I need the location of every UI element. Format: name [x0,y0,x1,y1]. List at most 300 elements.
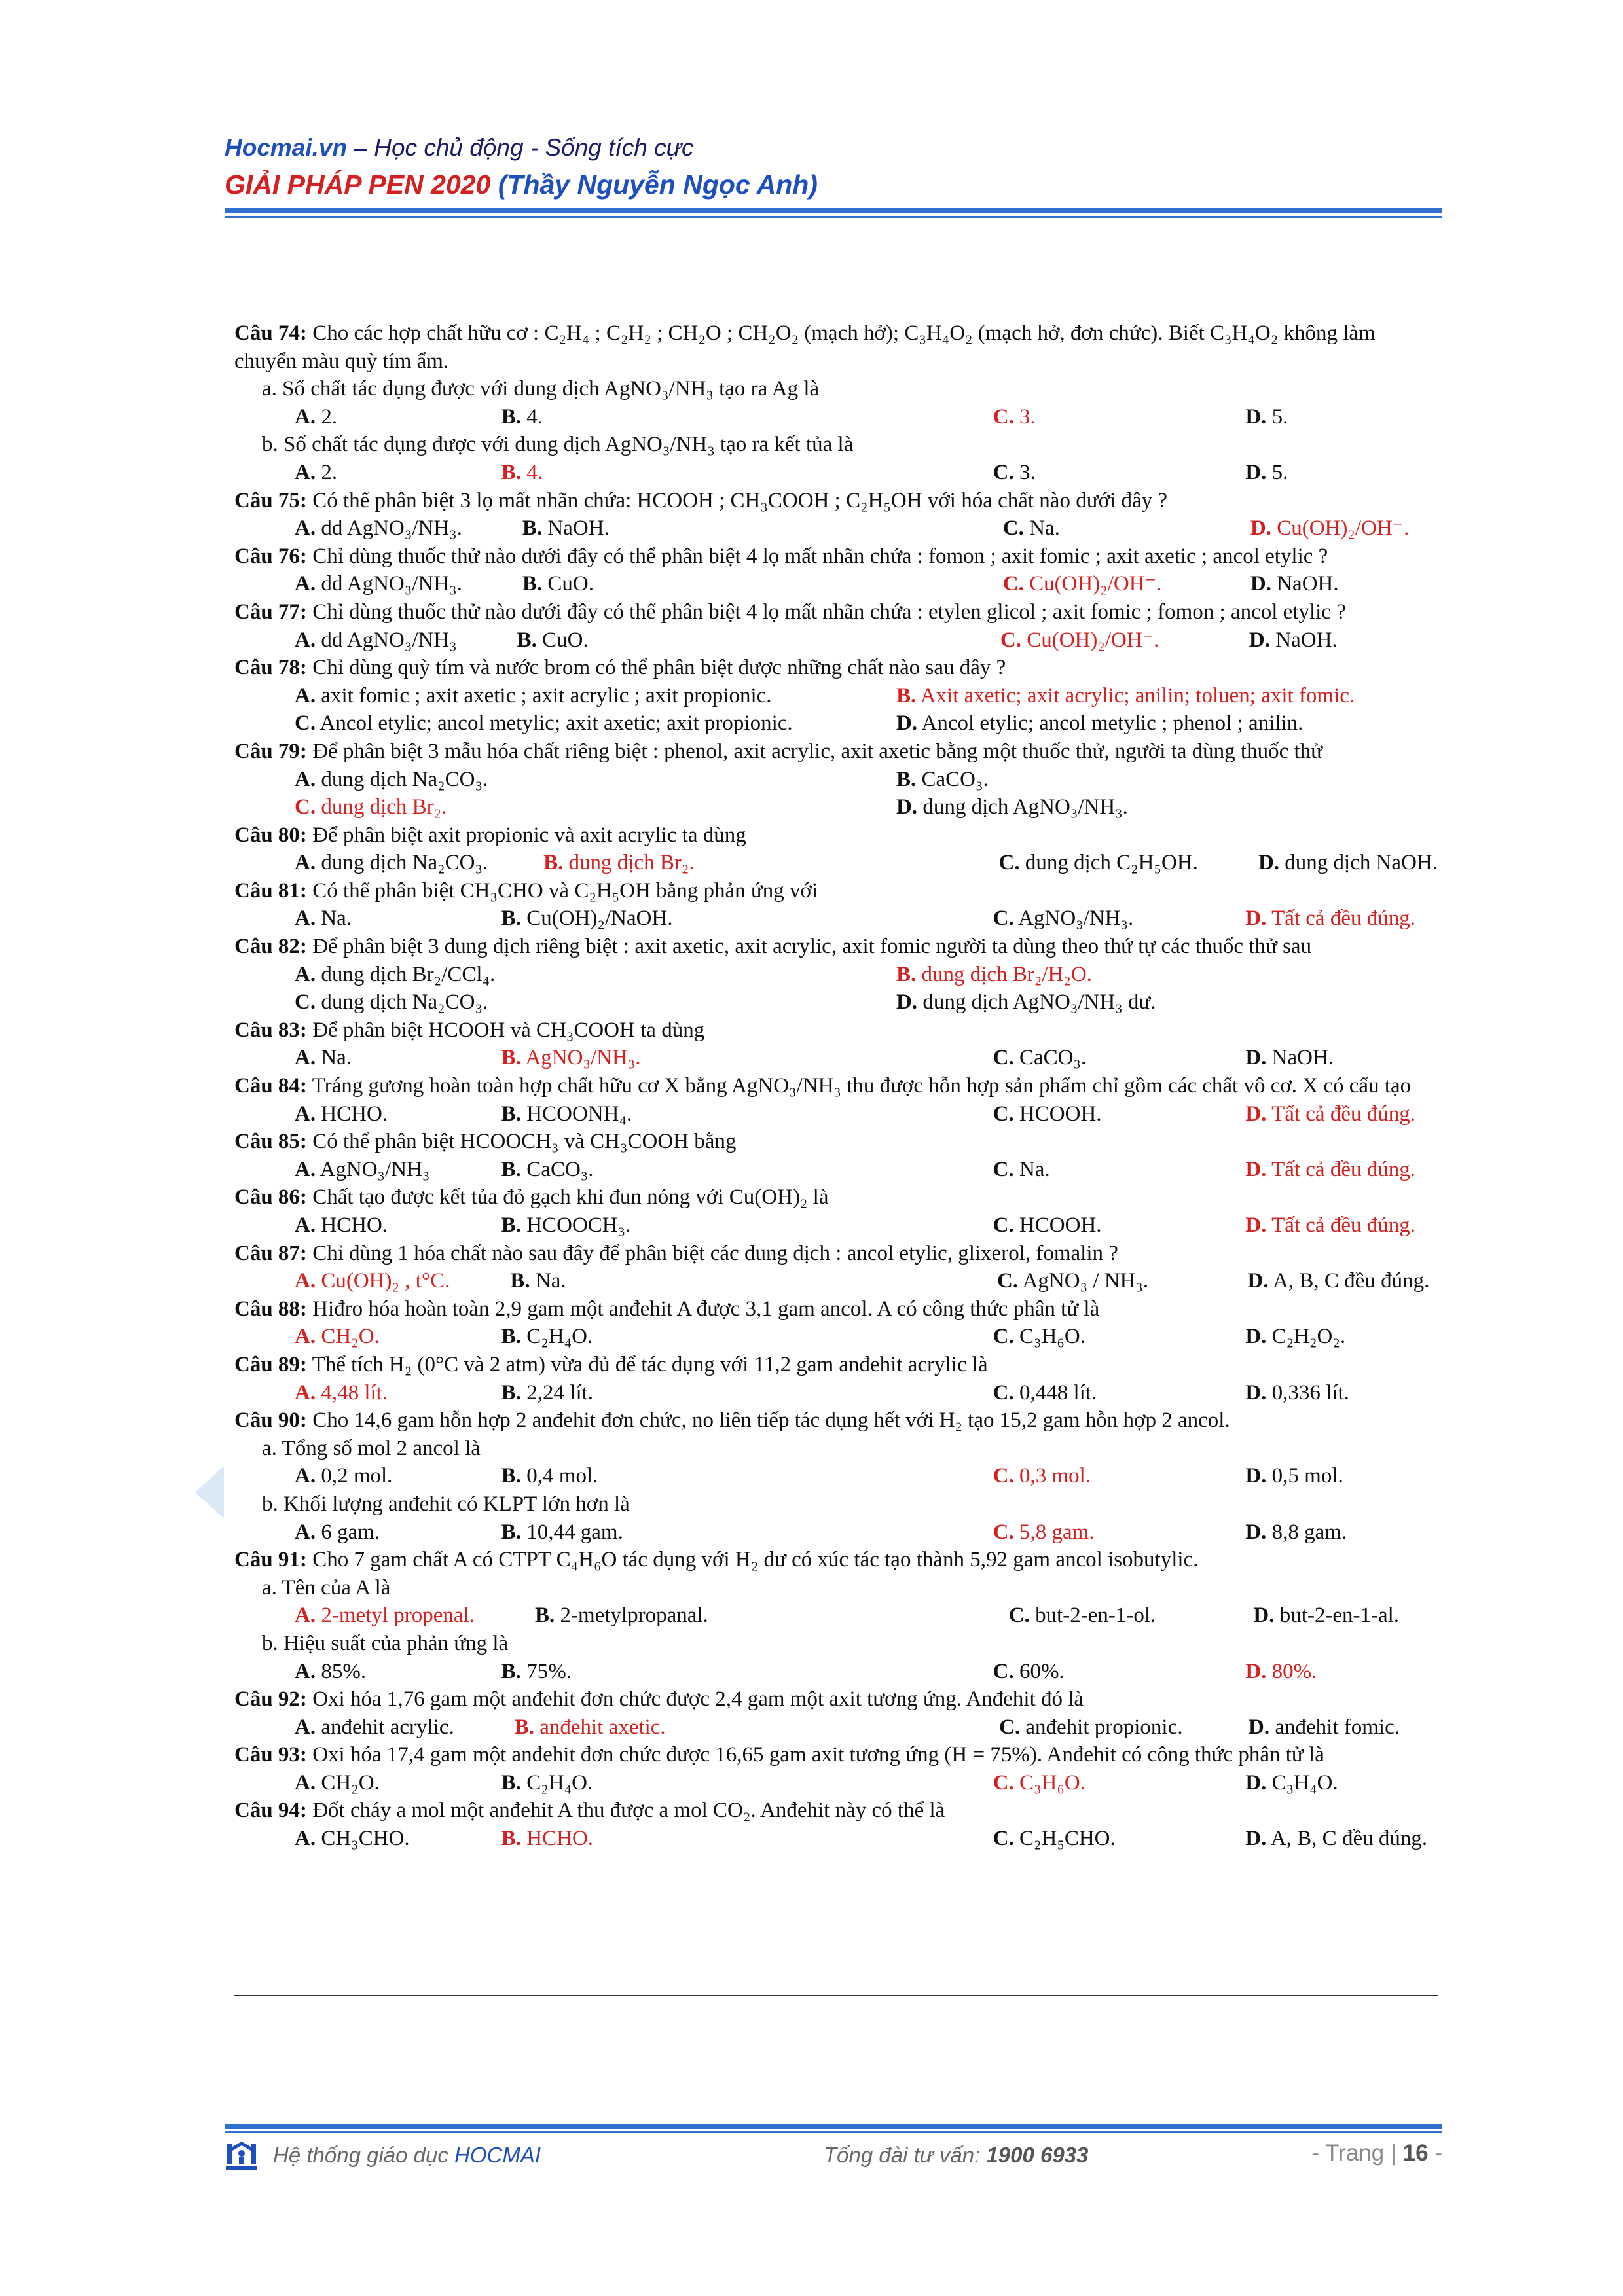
teacher-name: (Thầy Nguyễn Ngọc Anh) [498,170,818,200]
answer-option[interactable] [234,514,462,543]
answer-option[interactable] [234,961,836,989]
option-key: D. [1245,1770,1267,1795]
answer-option-correct[interactable] [1190,514,1438,543]
option-key: D. [1247,1269,1269,1293]
answer-option[interactable] [933,1156,1186,1184]
question-number: Câu 80: [234,823,307,847]
option-text: 0,448 lít. [1019,1380,1097,1405]
option-key: D. [1245,1464,1267,1488]
option-text: Na. [1019,1157,1050,1181]
option-key: C. [1008,1604,1030,1628]
option-text: dd AgNO₃/NH₃ [321,628,457,652]
answer-option[interactable] [234,709,836,738]
option-key: A. [295,1325,316,1349]
option-text: dung dịch Br₂/H₂O. [921,962,1092,986]
answer-option[interactable] [441,1156,933,1184]
question-text: Hiđro hóa hoàn toàn 2,9 gam một anđehit A được 3,1 gam ancol. A có công thức phân tử là [306,1297,1100,1321]
sub-question: b. Khối lượng anđehit có KLPT lớn hơn là [262,1492,630,1516]
option-key: D. [1250,572,1271,596]
page-footer [225,2140,1442,2173]
page-number: - Trang | 16 - [1311,2140,1442,2166]
answer-option-correct[interactable] [234,1379,441,1407]
option-key: B. [896,962,917,986]
option-key: C. [993,906,1014,931]
sub-question: a. Số chất tác dụng được với dung dịch AgNO₃/NH₃ tạo ra Ag là [262,377,820,401]
question [234,1351,1438,1379]
answer-option[interactable] [441,905,933,933]
option-key: C. [993,1325,1014,1349]
answer-options [234,849,1438,877]
option-key: D. [1245,1827,1267,1851]
answer-options [234,988,1438,1016]
question-number: Câu 79: [234,739,307,763]
option-text: 2. [321,404,338,429]
question [234,319,1438,375]
option-text: 2. [321,460,338,484]
answer-option[interactable] [441,1323,933,1351]
option-text: Ancol etylic; ancol metylic; axit axetic; axit propionic. [319,711,793,736]
question-text: Để phân biệt 3 mẫu hóa chất riêng biệt : phenol, axit acrylic, axit axetic bằng một thuốc thử, người ta dùng thuốc thử [306,739,1323,763]
answer-option[interactable] [1185,1518,1438,1547]
option-text: anđehit axetic. [539,1715,666,1739]
answer-options [234,1267,1438,1295]
question-number: Câu 81: [234,878,307,903]
option-key: D. [896,795,918,819]
question-text: Tráng gương hoàn toàn hợp chất hữu cơ X bằng AgNO₃/NH₃ thu được hỗn hợp sản phẩm chỉ gồm các chất vô cơ. X có cấu tạo [306,1074,1412,1098]
answer-option[interactable] [234,1769,441,1797]
answer-option[interactable] [943,514,1190,543]
answer-option-correct[interactable] [933,1769,1186,1797]
hotline-number: 1900 6933 [986,2143,1089,2167]
answer-options [234,570,1438,598]
answer-option[interactable] [933,1044,1186,1072]
question-text: Có thể phân biệt 3 lọ mất nhãn chứa: HCOOH ; CH₃COOH ; C₂H₅OH với hóa chất nào dưới đây ? [306,488,1168,512]
option-key: C. [993,1380,1014,1405]
footer-rule-thin [225,2131,1442,2133]
option-key: C. [993,1213,1014,1237]
option-text: HCHO. [526,1827,594,1851]
answer-option[interactable] [836,988,1438,1016]
answer-option[interactable] [234,1825,441,1853]
answer-options [234,403,1438,431]
option-key: D. [1249,1715,1270,1739]
option-key: B. [501,460,522,484]
option-key: C. [993,1157,1014,1181]
option-text: anđehit acrylic. [321,1715,454,1739]
answer-option-correct[interactable] [933,1462,1186,1490]
answer-option[interactable] [234,849,488,877]
question [234,1072,1438,1100]
option-text: C₃H₄O. [1271,1770,1338,1795]
option-key: B. [501,1520,522,1544]
option-key: A. [295,1046,316,1070]
header-rule-thin [225,216,1442,218]
answer-option[interactable] [1189,626,1438,655]
answer-option-correct[interactable] [234,1267,450,1295]
option-text: Tất cả đều đúng. [1271,1102,1415,1126]
option-text: dd AgNO₃/NH₃. [321,516,462,541]
answer-option[interactable] [1198,849,1438,877]
option-text: AgNO₃ / NH₃. [1022,1269,1149,1293]
question [234,1128,1438,1156]
answer-option[interactable] [1185,403,1438,431]
question [234,1546,1438,1574]
answer-option[interactable] [933,1825,1186,1853]
answer-option[interactable] [937,1267,1187,1295]
option-key: B. [501,906,522,931]
option-key: A. [295,1770,316,1795]
question-text: Oxi hóa 1,76 gam một anđehit đơn chức được 2,4 gam một axit tương ứng. Anđehit đó là [306,1687,1084,1712]
course-title [225,165,1442,204]
option-text: CaCO₃. [921,767,989,791]
option-key: C. [1002,516,1024,541]
answer-option[interactable] [462,570,943,598]
question-text: Để phân biệt 3 dung dịch riêng biệt : axit axetic, axit acrylic, axit fomic người ta dùng theo thứ tự các thuốc thử sau [306,935,1312,959]
option-key: D. [1245,1157,1267,1181]
question-text: Cho 7 gam chất A có CTPT C₄H₆O tác dụng với H₂ dư có xúc tác tạo thành 5,92 gam ancol isobutylic. [306,1548,1199,1572]
answer-option-correct[interactable] [933,403,1186,431]
option-text: AgNO₃/NH₃ [319,1157,430,1181]
option-key: C. [295,795,316,819]
answer-option-correct[interactable] [483,849,939,877]
answer-option[interactable] [475,1602,949,1630]
answer-option[interactable] [234,1156,441,1184]
question [234,1016,1438,1045]
option-key: C. [998,851,1020,875]
answer-option[interactable] [234,403,441,431]
question [234,821,1438,850]
option-text: Cu(OH)₂/OH⁻. [1029,572,1162,596]
answer-option[interactable] [234,1713,454,1742]
option-key: D. [1245,1325,1267,1349]
option-key: B. [543,851,564,875]
option-key: A. [295,1213,316,1237]
answer-option-correct[interactable] [441,1044,933,1072]
option-text: 60%. [1019,1659,1065,1683]
answer-option[interactable] [1188,1267,1438,1295]
answer-option[interactable] [234,570,462,598]
option-text: C₃H₆O. [1019,1770,1085,1795]
system-name: HOCMAI [454,2143,541,2167]
option-text: Cu(OH)₂/OH⁻. [1027,628,1159,652]
option-text: Axit axetic; axit acrylic; anilin; toluen; axit fomic. [920,683,1355,708]
answer-options [234,1658,1438,1686]
answer-options [234,1825,1438,1853]
answer-options [234,793,1438,821]
option-key: B. [501,1659,522,1683]
answer-option-correct[interactable] [234,793,836,821]
question-list [234,319,1438,1853]
option-key: C. [295,711,316,736]
question-text: Chỉ dùng thuốc thử nào dưới đây có thể phân biệt 4 lọ mất nhãn chứa : fomon ; axit fomic ; axit axetic ; ancol etylic ? [306,544,1328,568]
answer-option[interactable] [234,1658,441,1686]
option-text: C₂H₂O₂. [1271,1325,1346,1349]
option-key: C. [993,460,1014,484]
answer-options [234,905,1438,933]
question-number: Câu 93: [234,1743,307,1767]
option-text: 4. [526,404,543,429]
answer-option[interactable] [234,1518,441,1547]
option-text: 8,8 gam. [1271,1520,1347,1544]
option-text: HCOOH. [1019,1213,1102,1237]
option-text: HCHO. [321,1213,388,1237]
option-key: B. [501,1827,522,1851]
option-text: CH₂O. [321,1325,380,1349]
answer-option[interactable] [1193,1602,1438,1630]
option-text: 75%. [526,1659,572,1683]
answer-options [234,1769,1438,1797]
answer-option[interactable] [450,1267,937,1295]
option-text: 4. [526,460,543,484]
option-text: 5,8 gam. [1019,1520,1095,1544]
option-text: 0,5 mol. [1271,1464,1343,1488]
answer-option[interactable] [836,709,1438,738]
option-text: 0,2 mol. [321,1464,393,1488]
answer-option[interactable] [234,626,457,655]
option-key: A. [295,1659,316,1683]
option-text: Cu(OH)₂/NaOH. [526,906,673,931]
answer-option[interactable] [933,1658,1186,1686]
answer-options [234,682,1438,710]
option-key: A. [295,906,316,931]
answer-option[interactable] [441,403,933,431]
answer-option[interactable] [234,1211,441,1240]
option-key: B. [501,1770,522,1795]
answer-option[interactable] [234,459,441,487]
answer-option[interactable] [1185,1825,1438,1853]
option-key: B. [510,1269,530,1293]
answer-option-correct[interactable] [1185,905,1438,933]
question-number: Câu 90: [234,1408,307,1433]
answer-options [234,961,1438,989]
option-key: B. [501,1325,522,1349]
answer-option[interactable] [836,793,1438,821]
question-text: Cho các hợp chất hữu cơ : C₂H₄ ; C₂H₂ ; CH₂O ; CH₂O₂ (mạch hở); C₃H₄O₂ (mạch hở, đơn chức). Biết C₃H₄O₂ không làm chuyển màu quỳ tím ẩm. [234,321,1376,373]
option-key: B. [896,683,917,708]
sub-question: a. Tên của A là [262,1575,391,1600]
site-name[interactable]: Hocmai.vn [225,134,348,161]
answer-option-correct[interactable] [234,1323,441,1351]
hocmai-logo-icon [225,2140,259,2173]
option-key: C. [993,1102,1014,1126]
option-key: A. [295,516,316,541]
question-text: Có thể phân biệt CH₃CHO và C₂H₅OH bằng phản ứng với [306,878,818,903]
option-key: D. [1245,1380,1267,1405]
option-text: 5. [1271,460,1288,484]
answer-options [234,709,1438,738]
answer-option[interactable] [836,766,1438,794]
option-key: D. [896,711,918,736]
option-text: Na. [321,906,352,931]
answer-option[interactable] [933,459,1186,487]
option-key: D. [1250,516,1271,541]
answer-option[interactable] [1185,459,1438,487]
answer-option[interactable] [1188,1713,1438,1742]
content-end-rule [234,1995,1438,1996]
option-text: 0,336 lít. [1271,1380,1349,1405]
answer-option-correct[interactable] [1185,1100,1438,1128]
option-key: C. [993,1659,1014,1683]
question-number: Câu 86: [234,1185,307,1210]
answer-option[interactable] [1190,570,1438,598]
answer-option-correct[interactable] [1185,1658,1438,1686]
answer-option[interactable] [949,1602,1194,1630]
option-key: C. [1002,572,1024,596]
answer-option-correct[interactable] [441,459,933,487]
answer-option[interactable] [462,514,943,543]
answer-option[interactable] [1185,1769,1438,1797]
option-text: Na. [535,1269,566,1293]
answer-option[interactable] [234,905,441,933]
question [234,738,1438,766]
question-number: Câu 89: [234,1352,307,1376]
option-text: dung dịch AgNO₃/NH₃ dư. [922,990,1156,1014]
question-number: Câu 87: [234,1241,307,1265]
option-key: B. [501,1102,522,1126]
answer-option-correct[interactable] [1185,1156,1438,1184]
option-text: HCOOCH₃. [526,1213,631,1237]
option-text: Cu(OH)₂ , t°C. [321,1269,450,1293]
answer-option[interactable] [441,1379,933,1407]
answer-option[interactable] [939,849,1198,877]
option-key: A. [295,1157,316,1181]
answer-options [234,1156,1438,1184]
answer-option[interactable] [441,1518,933,1547]
option-text: Ancol etylic; ancol metylic ; phenol ; anilin. [921,711,1304,736]
answer-options [234,1379,1438,1407]
option-key: D. [1245,1520,1267,1544]
option-text: dd AgNO₃/NH₃. [321,572,462,596]
answer-option[interactable] [441,1658,933,1686]
answer-option[interactable] [939,1713,1188,1742]
question-text: Để phân biệt axit propionic và axit acrylic ta dùng [306,823,746,847]
question [234,1741,1438,1769]
option-key: D. [1258,851,1280,875]
answer-option[interactable] [1185,1044,1438,1072]
option-text: CH₂O. [321,1770,380,1795]
answer-option-correct[interactable] [836,682,1438,710]
answer-option[interactable] [234,988,836,1016]
option-text: 0,4 mol. [526,1464,598,1488]
option-key: D. [1245,1659,1267,1683]
answer-option[interactable] [1185,1323,1438,1351]
answer-option[interactable] [457,626,940,655]
answer-option[interactable] [441,1211,933,1240]
answer-option[interactable] [234,682,836,710]
answer-option-correct[interactable] [933,1518,1186,1547]
option-key: C. [993,404,1014,429]
answer-option-correct[interactable] [234,1602,475,1630]
answer-option-correct[interactable] [441,1825,933,1853]
option-key: D. [1245,1102,1267,1126]
option-key: B. [501,1213,522,1237]
question-number: Câu 74: [234,321,307,345]
answer-option[interactable] [933,1100,1186,1128]
option-text: anđehit propionic. [1025,1715,1183,1739]
question-number: Câu 94: [234,1799,307,1823]
answer-option[interactable] [234,1100,441,1128]
option-key: C. [993,1827,1014,1851]
option-key: C. [997,1269,1019,1293]
question-number: Câu 84: [234,1074,307,1098]
answer-options [234,1100,1438,1128]
option-text: HCOONH₄. [526,1102,632,1126]
option-text: C₃H₆O. [1019,1325,1085,1349]
option-text: dung dịch NaOH. [1285,851,1438,875]
question-number: Câu 92: [234,1687,307,1712]
option-key: B. [501,1157,522,1181]
question-number: Câu 76: [234,544,307,568]
answer-option-correct[interactable] [454,1713,939,1742]
answer-option[interactable] [933,1379,1186,1407]
answer-option[interactable] [441,1462,933,1490]
answer-option[interactable] [933,1211,1186,1240]
answer-option[interactable] [441,1769,933,1797]
option-text: but-2-en-1-al. [1279,1604,1400,1628]
option-text: but-2-en-1-ol. [1035,1604,1156,1628]
option-text: 6 gam. [321,1520,380,1544]
answer-option[interactable] [234,1462,441,1490]
education-system: Hệ thống giáo dục HOCMAI [273,2143,541,2167]
option-text: NaOH. [1271,1046,1334,1070]
answer-option[interactable] [234,1044,441,1072]
answer-option-correct[interactable] [836,961,1438,989]
question-text: Thể tích H₂ (0°C và 2 atm) vừa đủ để tác dụng với 11,2 gam anđehit acrylic là [306,1352,988,1376]
question [234,1183,1438,1211]
answer-option-correct[interactable] [1185,1211,1438,1240]
answer-option-correct[interactable] [940,626,1189,655]
option-text: 10,44 gam. [526,1520,623,1544]
option-key: A. [295,683,316,708]
question [234,487,1438,515]
option-key: A. [295,767,316,791]
answer-option[interactable] [933,1323,1186,1351]
answer-option[interactable] [1185,1462,1438,1490]
option-text: C₂H₄O. [526,1770,593,1795]
question [234,1240,1438,1268]
option-text: Tất cả đều đúng. [1271,906,1415,931]
option-text: NaOH. [1277,572,1339,596]
answer-option-correct[interactable] [943,570,1190,598]
answer-option[interactable] [933,905,1186,933]
option-text: 2-metyl propenal. [321,1604,475,1628]
option-key: A. [295,1102,316,1126]
option-key: C. [295,990,316,1014]
option-text: HCHO. [321,1102,388,1126]
option-text: AgNO₃/NH₃. [1018,906,1134,931]
option-text: CaCO₃. [1019,1046,1087,1070]
question [234,1407,1438,1435]
option-text: Na. [321,1046,352,1070]
question-text: Đốt cháy a mol một anđehit A thu được a mol CO₂. Anđehit này có thể là [306,1799,945,1823]
option-text: Na. [1029,516,1060,541]
option-text: dung dịch Br₂. [568,851,695,875]
answer-option[interactable] [441,1100,933,1128]
option-key: C. [993,1046,1014,1070]
option-text: 5. [1271,404,1288,429]
question-number: Câu 83: [234,1018,307,1042]
course-name: GIẢI PHÁP PEN 2020 [225,170,498,200]
question [234,933,1438,961]
question-text: Có thể phân biệt HCOOCH₃ và CH₃COOH bằng [306,1130,737,1154]
option-text: NaOH. [547,516,610,541]
answer-option[interactable] [1185,1379,1438,1407]
option-text: 0,3 mol. [1019,1464,1091,1488]
answer-option[interactable] [234,766,836,794]
question-number: Câu 91: [234,1548,307,1572]
answer-options [234,1602,1438,1630]
option-key: A. [295,460,316,484]
